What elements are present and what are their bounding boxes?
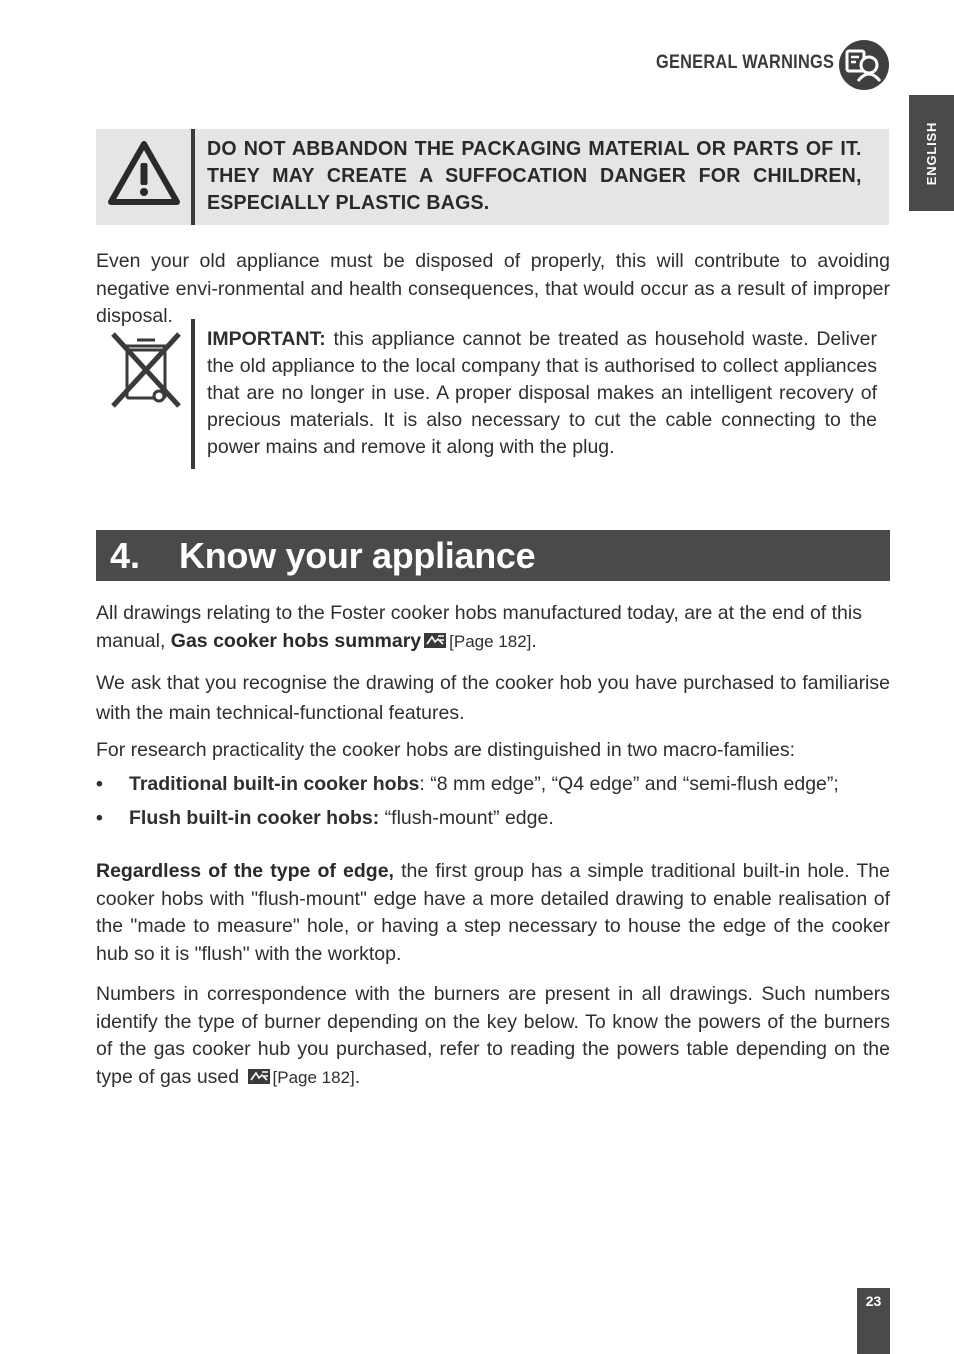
page-reference[interactable]: [Page 182] [449,631,532,651]
page-reference-icon [248,1069,270,1084]
section-heading [96,530,890,581]
important-label: IMPORTANT: [207,328,326,350]
disposal-paragraph: Even your old appliance must be disposed of properly, this will contribute to avoiding negative envi-ronmental and health consequences, that would occur as a result of improper disposal. [96,250,890,327]
edge-paragraph [96,858,890,968]
page-reference-icon [424,633,446,648]
summary-link[interactable]: Gas cooker hobs summary [170,629,422,652]
intro-text: All drawings relating to the Foster cooker hobs manufactured today, are at the end of this manual, [96,602,862,652]
section-title: Know your appliance [179,535,536,576]
language-tab [909,95,954,211]
section-header-title: GENERAL WARNINGS [655,52,834,73]
crossed-out-wheelie-bin-icon [107,330,185,410]
edge-text: the first group has a simple traditional built-in hole. The cooker hobs with "flush-mount" edge have a more detailed drawing to enable realisation of the "made to measure" hole, or having a step necessary to house the edge of the cooker hub so it is "flush" with the worktop. [96,860,891,965]
page-reference[interactable]: [Page 182] [272,1067,355,1087]
bullet-dot: • [96,807,103,829]
numbers-text: Numbers in correspondence with the burners are present in all drawings. Such numbers identify the type of burner depending on the key below. To know the powers of the burners of the gas cooker hub you purchased, refer to reading the powers table depending on the type of gas used [96,983,890,1088]
intro-paragraph [96,600,890,655]
numbers-paragraph [96,981,890,1091]
warning-triangle-icon [107,139,181,207]
families-intro: For research practicality the cooker hobs are distinguished in two macro-families: [96,739,796,761]
edge-bold: Regardless of the type of edge, [96,860,394,882]
numbers-end: . [354,1065,361,1088]
language-label: ENGLISH [924,121,940,185]
warning-divider [191,129,195,225]
page-number: 23 [857,1288,890,1354]
warning-text: DO NOT ABBANDON THE PACKAGING MATERIAL OR PARTS OF IT. THEY MAY CREATE A SUFFOCATION DANGER FOR CHILDREN, ESPECIALLY PLASTIC BAGS. [207,138,862,214]
important-divider [191,319,195,469]
recognise-paragraph: We ask that you recognise the drawing of the cooker hob you have purchased to familiarise with the main technical-functional features. [96,672,890,724]
section-number: 4. [110,535,141,576]
important-text [207,326,877,461]
bullet-text: “flush-mount” edge. [379,807,554,829]
bullet-text: : “8 mm edge”, “Q4 edge” and “semi-flush edge”; [419,773,839,795]
bullet-bold: Traditional built-in cooker hobs [129,773,420,795]
warning-box [96,129,889,225]
bullet-dot: • [96,773,103,795]
bullet-bold: Flush built-in cooker hobs: [129,807,380,829]
intro-end: . [531,629,537,652]
important-body: this appliance cannot be treated as household waste. Deliver the old appliance to the local company that is authorised to collect appliances that are no longer in use. A proper disposal makes an intelligent recovery of precious materials. It is also necessary to cut the cable connecting to the power mains and remove it along with the plug. [207,328,877,458]
general-warnings-icon [838,39,890,91]
